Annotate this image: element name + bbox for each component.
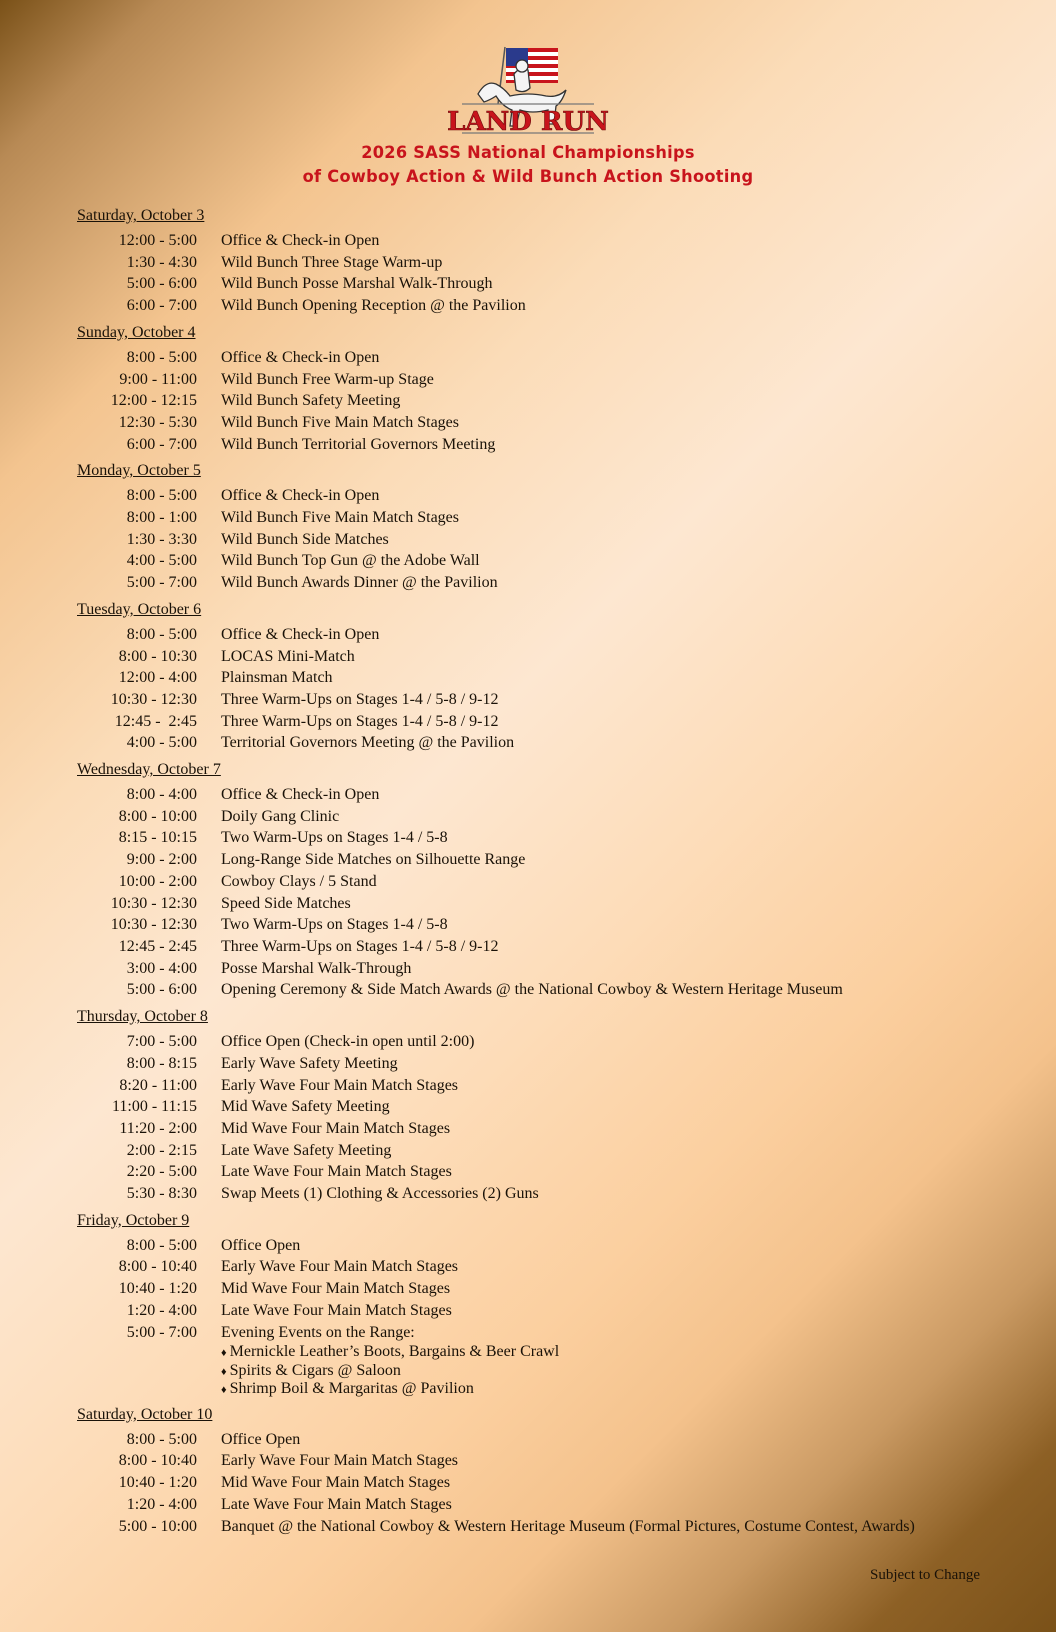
event-time: 8:00 - 8:15 <box>126 1054 197 1072</box>
event-label: Wild Bunch Awards Dinner @ the Pavilion <box>221 574 498 592</box>
bullet-item <box>77 1380 1037 1399</box>
event-time: 10:30 - 12:30 <box>110 916 197 934</box>
day-heading: Monday, October 5 <box>77 462 201 480</box>
event-label: Office & Check-in Open <box>221 625 380 643</box>
schedule-row <box>77 1516 1037 1538</box>
schedule-row <box>77 806 1037 828</box>
event-label: Office Open (Check-in open until 2:00) <box>221 1033 475 1051</box>
schedule-row <box>77 1256 1037 1278</box>
event-time: 10:30 - 12:30 <box>110 894 197 912</box>
schedule-row <box>77 1472 1037 1494</box>
schedule-row <box>77 295 1037 317</box>
day-heading: Thursday, October 8 <box>77 1008 208 1026</box>
event-label: Mid Wave Four Main Match Stages <box>221 1474 451 1492</box>
event-label: Evening Events on the Range: <box>221 1323 415 1341</box>
event-time: 10:40 - 1:20 <box>118 1474 197 1492</box>
event-label: Three Warm-Ups on Stages 1-4 / 5-8 / 9-12 <box>221 690 499 708</box>
bullet-text: Shrimp Boil & Margaritas @ Pavilion <box>229 1380 474 1398</box>
schedule-row <box>77 369 1037 391</box>
event-time: 5:00 - 10:00 <box>118 1517 197 1535</box>
schedule-row <box>77 572 1037 594</box>
event-time: 8:00 - 5:00 <box>126 1430 197 1448</box>
schedule-row <box>77 624 1037 646</box>
schedule-row <box>77 827 1037 849</box>
schedule-row <box>77 667 1037 689</box>
event-label: Speed Side Matches <box>221 894 351 912</box>
event-time: 10:40 - 1:20 <box>118 1280 197 1298</box>
day-section <box>77 760 1037 1001</box>
schedule-row <box>77 412 1037 434</box>
schedule-row <box>77 434 1037 456</box>
schedule-row <box>77 1096 1037 1118</box>
event-label: LOCAS Mini-Match <box>221 647 355 665</box>
event-label: Office & Check-in Open <box>221 348 380 366</box>
event-time: 11:20 - 2:00 <box>119 1119 197 1137</box>
event-time: 1:30 - 3:30 <box>126 530 197 548</box>
day-section <box>77 600 1037 754</box>
event-label: Wild Bunch Three Stage Warm-up <box>221 253 443 271</box>
event-label: Three Warm-Ups on Stages 1-4 / 5-8 / 9-12 <box>221 937 499 955</box>
day-section <box>77 1211 1037 1399</box>
schedule-row <box>77 1322 1037 1344</box>
event-label: Early Wave Four Main Match Stages <box>221 1452 459 1470</box>
event-label: Late Wave Four Main Match Stages <box>221 1495 452 1513</box>
event-time: 1:30 - 4:30 <box>126 253 197 271</box>
event-time: 1:20 - 4:00 <box>126 1301 197 1319</box>
day-section <box>77 206 1037 317</box>
schedule-row <box>77 936 1037 958</box>
event-time: 4:00 - 5:00 <box>126 552 197 570</box>
title-line-1: 2026 SASS National Championships <box>361 143 695 162</box>
schedule-row <box>77 711 1037 733</box>
event-label: Opening Ceremony & Side Match Awards @ the National Cowboy & Western Heritage Museum <box>221 981 843 999</box>
event-label: Plainsman Match <box>221 669 333 687</box>
day-heading: Saturday, October 10 <box>77 1405 213 1423</box>
event-time: 8:00 - 10:40 <box>118 1452 197 1470</box>
schedule-row <box>77 347 1037 369</box>
day-heading: Wednesday, October 7 <box>77 761 221 779</box>
schedule-row <box>77 689 1037 711</box>
event-time: 12:00 - 4:00 <box>118 669 197 687</box>
event-time: 8:00 - 5:00 <box>126 1236 197 1254</box>
event-time: 8:00 - 10:40 <box>118 1258 197 1276</box>
event-time: 5:00 - 6:00 <box>126 981 197 999</box>
schedule-row <box>77 1031 1037 1053</box>
schedule <box>77 206 1037 1543</box>
day-heading: Tuesday, October 6 <box>77 600 202 618</box>
event-label: Doily Gang Clinic <box>221 807 340 825</box>
header <box>0 44 1056 189</box>
event-label: Wild Bunch Five Main Match Stages <box>221 509 459 527</box>
schedule-row <box>77 958 1037 980</box>
bullet-item <box>77 1343 1037 1362</box>
event-label: Swap Meets (1) Clothing & Accessories (2) Guns <box>221 1185 539 1203</box>
event-label: Late Wave Safety Meeting <box>221 1141 392 1159</box>
diamond-bullet-icon: ♦ <box>221 1347 227 1360</box>
event-time: 9:00 - 11:00 <box>119 370 197 388</box>
event-time: 12:00 - 5:00 <box>118 232 197 249</box>
schedule-row <box>77 979 1037 1001</box>
day-heading: Saturday, October 3 <box>77 207 205 224</box>
event-label: Early Wave Safety Meeting <box>221 1054 398 1072</box>
schedule-row <box>77 1300 1037 1322</box>
schedule-row <box>77 390 1037 412</box>
event-label: Office & Check-in Open <box>221 487 380 505</box>
event-time: 12:45 - 2:45 <box>118 937 197 955</box>
schedule-row <box>77 784 1037 806</box>
schedule-row <box>77 273 1037 295</box>
cowboy-horse-flag-icon <box>447 44 609 137</box>
event-time: 5:00 - 7:00 <box>126 574 197 592</box>
event-time: 8:20 - 11:00 <box>119 1076 197 1094</box>
bullet-text: Spirits & Cigars @ Saloon <box>229 1361 401 1379</box>
event-label: Territorial Governors Meeting @ the Pavilion <box>221 734 515 752</box>
event-time: 5:30 - 8:30 <box>126 1185 197 1203</box>
event-label: Two Warm-Ups on Stages 1-4 / 5-8 <box>221 916 448 934</box>
day-section <box>77 323 1037 456</box>
event-time: 8:00 - 5:00 <box>126 625 197 643</box>
day-section <box>77 1405 1037 1538</box>
schedule-row <box>77 507 1037 529</box>
event-label: Office Open <box>221 1430 301 1448</box>
event-time: 5:00 - 6:00 <box>126 275 197 293</box>
day-heading: Friday, October 9 <box>77 1211 190 1229</box>
event-time: 8:00 - 10:30 <box>118 647 197 665</box>
event-time: 12:30 - 5:30 <box>118 413 197 431</box>
event-time: 10:00 - 2:00 <box>118 872 197 890</box>
event-time: 8:00 - 4:00 <box>126 786 197 804</box>
schedule-row <box>77 1161 1037 1183</box>
event-time: 2:00 - 2:15 <box>126 1141 197 1159</box>
event-label: Wild Bunch Territorial Governors Meeting <box>221 435 496 453</box>
event-time: 8:15 - 10:15 <box>118 829 197 847</box>
event-label: Mid Wave Four Main Match Stages <box>221 1280 451 1298</box>
schedule-row <box>77 529 1037 551</box>
event-time: 7:00 - 5:00 <box>126 1033 197 1051</box>
schedule-row <box>77 1183 1037 1205</box>
event-label: Wild Bunch Safety Meeting <box>221 392 401 410</box>
schedule-row <box>77 1075 1037 1097</box>
schedule-row <box>77 252 1037 274</box>
event-label: Office Open <box>221 1236 301 1254</box>
schedule-row <box>77 871 1037 893</box>
schedule-row <box>77 849 1037 871</box>
event-label: Late Wave Four Main Match Stages <box>221 1301 452 1319</box>
event-label: Office & Check-in Open <box>221 786 380 804</box>
event-time: 10:30 - 12:30 <box>110 690 197 708</box>
event-label: Office & Check-in Open <box>221 232 380 249</box>
event-label: Posse Marshal Walk-Through <box>221 959 412 977</box>
event-label: Wild Bunch Five Main Match Stages <box>221 413 459 431</box>
event-label: Wild Bunch Posse Marshal Walk-Through <box>221 275 493 293</box>
schedule-row <box>77 914 1037 936</box>
bullet-item <box>77 1362 1037 1381</box>
schedule-row <box>77 893 1037 915</box>
day-section <box>77 1007 1037 1205</box>
event-label: Three Warm-Ups on Stages 1-4 / 5-8 / 9-12 <box>221 712 499 730</box>
logo-text: LAND RUN <box>447 107 609 137</box>
event-time: 12:45 - 2:45 <box>114 712 197 730</box>
event-time: 12:00 - 12:15 <box>110 392 197 410</box>
schedule-row <box>77 1118 1037 1140</box>
event-label: Two Warm-Ups on Stages 1-4 / 5-8 <box>221 829 448 847</box>
event-time: 1:20 - 4:00 <box>126 1495 197 1513</box>
schedule-row <box>77 646 1037 668</box>
event-time: 8:00 - 5:00 <box>126 487 197 505</box>
land-run-logo <box>447 44 609 137</box>
subject-to-change-note: Subject to Change <box>870 1567 980 1583</box>
schedule-row <box>77 1494 1037 1516</box>
event-time: 8:00 - 5:00 <box>126 348 197 366</box>
schedule-row <box>77 1053 1037 1075</box>
schedule-row <box>77 230 1037 252</box>
schedule-row <box>77 485 1037 507</box>
event-time: 9:00 - 2:00 <box>126 851 197 869</box>
schedule-row <box>77 1429 1037 1451</box>
schedule-row <box>77 550 1037 572</box>
event-label: Wild Bunch Free Warm-up Stage <box>221 370 434 388</box>
event-time: 3:00 - 4:00 <box>126 959 197 977</box>
event-time: 8:00 - 10:00 <box>118 807 197 825</box>
event-label: Wild Bunch Side Matches <box>221 530 389 548</box>
event-label: Early Wave Four Main Match Stages <box>221 1076 459 1094</box>
bullet-text: Mernickle Leather’s Boots, Bargains & Beer Crawl <box>229 1343 560 1361</box>
event-time: 2:20 - 5:00 <box>126 1163 197 1181</box>
diamond-bullet-icon: ♦ <box>221 1365 227 1378</box>
schedule-row <box>77 1278 1037 1300</box>
event-label: Mid Wave Four Main Match Stages <box>221 1119 451 1137</box>
diamond-bullet-icon: ♦ <box>221 1384 227 1397</box>
event-label: Late Wave Four Main Match Stages <box>221 1163 452 1181</box>
event-label: Cowboy Clays / 5 Stand <box>221 872 377 890</box>
event-time: 6:00 - 7:00 <box>126 297 197 315</box>
schedule-row <box>77 732 1037 754</box>
day-section <box>77 461 1037 594</box>
event-label: Wild Bunch Top Gun @ the Adobe Wall <box>221 552 480 570</box>
schedule-row <box>77 1450 1037 1472</box>
schedule-row <box>77 1140 1037 1162</box>
event-label: Wild Bunch Opening Reception @ the Pavilion <box>221 297 526 315</box>
event-time: 8:00 - 1:00 <box>126 509 197 527</box>
event-label: Banquet @ the National Cowboy & Western Heritage Museum (Formal Pictures, Costume Contest, Awards) <box>221 1517 915 1535</box>
event-label: Mid Wave Safety Meeting <box>221 1098 390 1116</box>
event-time: 11:00 - 11:15 <box>111 1098 197 1116</box>
day-heading: Sunday, October 4 <box>77 323 196 341</box>
event-label: Long-Range Side Matches on Silhouette Range <box>221 851 526 869</box>
event-time: 6:00 - 7:00 <box>126 435 197 453</box>
event-label: Early Wave Four Main Match Stages <box>221 1258 459 1276</box>
event-time: 4:00 - 5:00 <box>126 734 197 752</box>
title-line-2: of Cowboy Action & Wild Bunch Action Shooting <box>302 167 754 186</box>
schedule-row <box>77 1235 1037 1257</box>
event-time: 5:00 - 7:00 <box>126 1323 197 1341</box>
